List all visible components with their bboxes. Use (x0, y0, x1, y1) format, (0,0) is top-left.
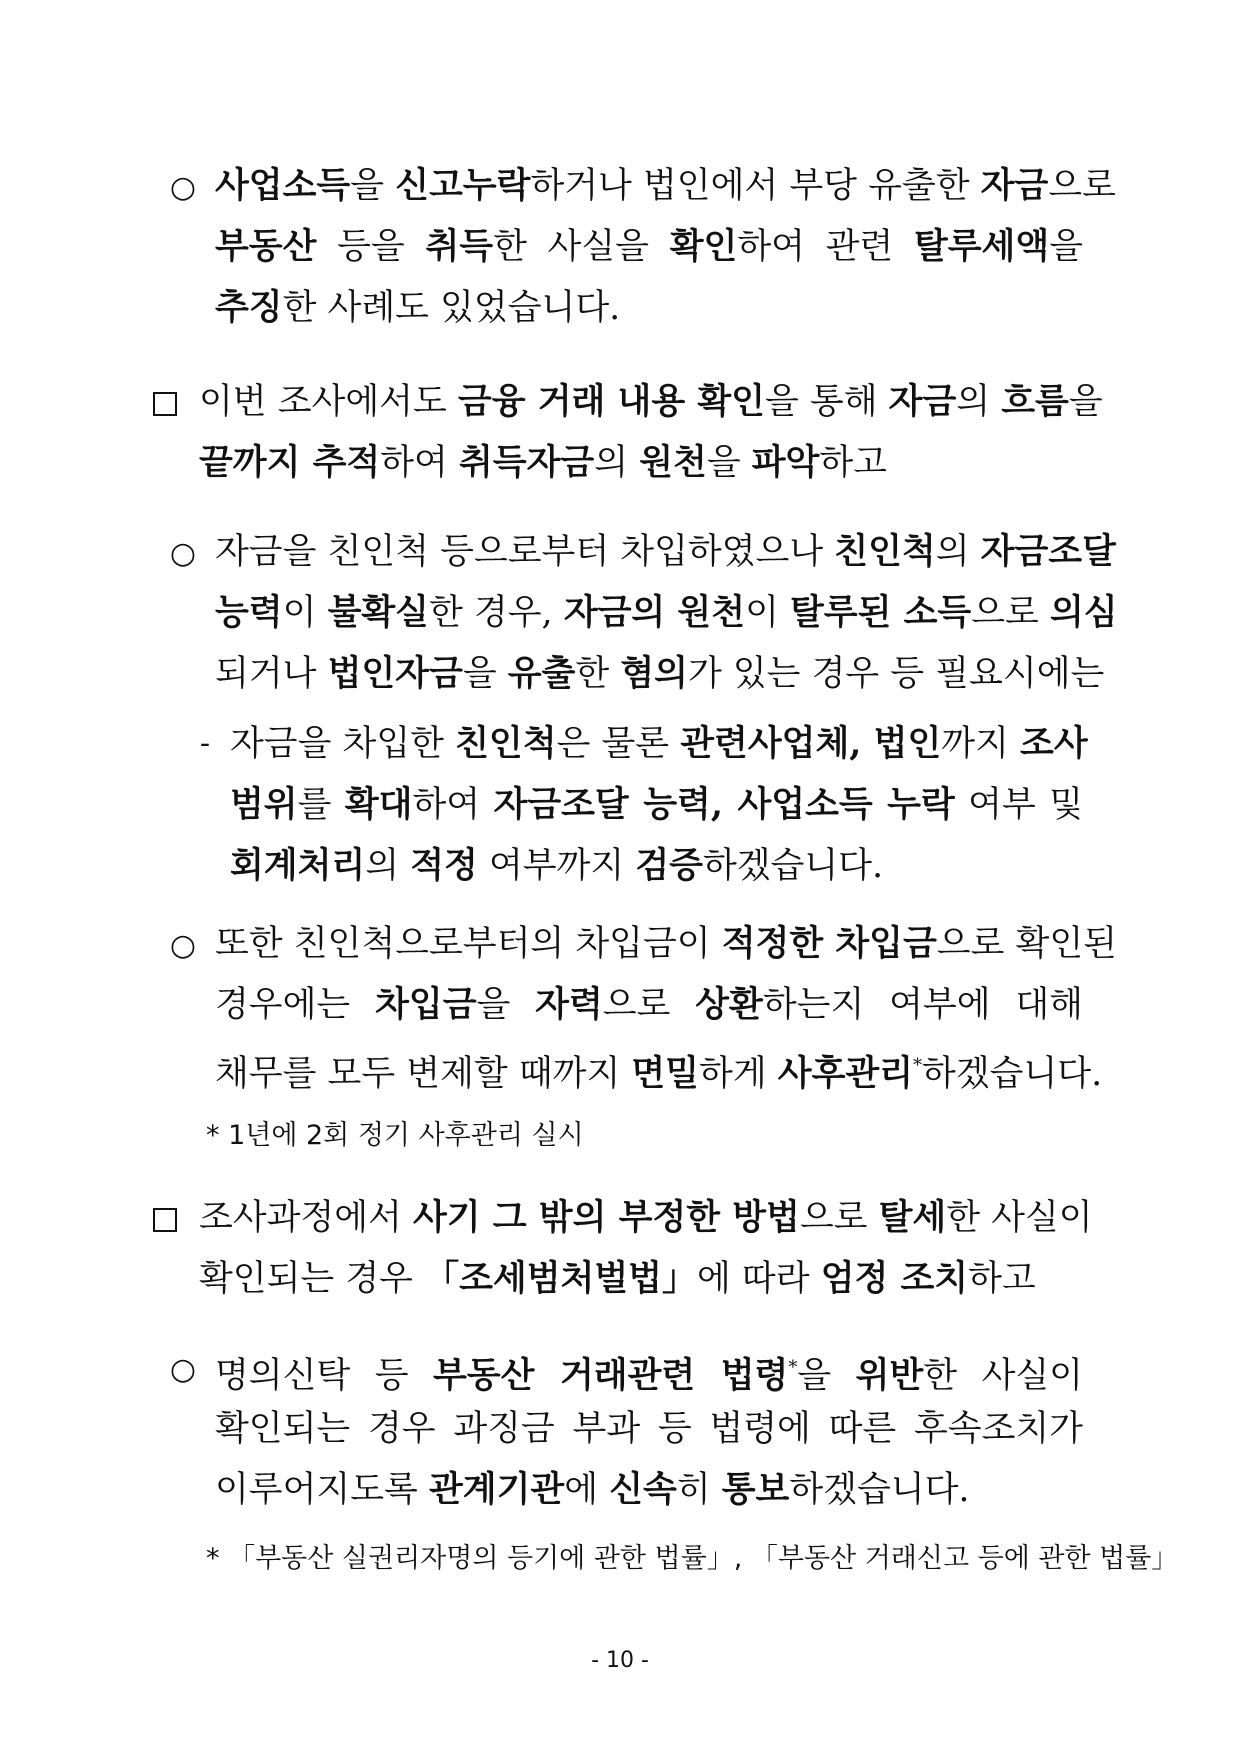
paragraph-line: 자금을 차입한 친인척은 물론 관련사업체, 법인까지 조사 (230, 723, 1088, 764)
dash-bullet: - (199, 726, 211, 761)
paragraph-line: 범위를 확대하여 자금조달 능력, 사업소득 누락 여부 및 (230, 784, 1084, 825)
paragraph-line: 회계처리의 적정 여부까지 검증하겠습니다. (230, 845, 884, 886)
page-number: - 10 - (591, 1648, 649, 1673)
paragraph-line: 조사과정에서 사기 그 밖의 부정한 방법으로 탈세한 사실이 (199, 1197, 1093, 1238)
paragraph-line: 능력이 불확실한 경우, 자금의 원천이 탈루된 소득으로 의심 (215, 592, 1118, 633)
square-bullet-icon (153, 1208, 177, 1232)
paragraph-line: 끝까지 추적하여 취득자금의 원천을 파악하고 (199, 442, 887, 483)
paragraph-line: 자금을 친인척 등으로부터 차입하였으나 친인척의 자금조달 (215, 531, 1116, 572)
paragraph-line: 경우에는 차입금을 자력으로 상환하는지 여부에 대해 (215, 984, 1083, 1025)
paragraph-line: 사업소득을 신고누락하거나 법인에서 부당 유출한 자금으로 (215, 165, 1116, 206)
circle-bullet-icon: ○ (169, 1352, 197, 1387)
paragraph-line: 또한 친인척으로부터의 차입금이 적정한 차입금으로 확인된 (215, 923, 1117, 964)
circle-bullet-icon: ○ (169, 170, 197, 205)
paragraph-line: 명의신탁 등 부동산 거래관련 법령*을 위반한 사실이 (215, 1355, 1083, 1396)
footnote: * 「부동산 실권리자명의 등기에 관한 법률」, 「부동산 거래신고 등에 관한 법률」 (206, 1543, 1179, 1574)
paragraph-line: 이번 조사에서도 금융 거래 내용 확인을 통해 자금의 흐름을 (199, 381, 1103, 422)
paragraph-line: 부동산 등을 취득한 사실을 확인하여 관련 탈루세액을 (215, 226, 1083, 267)
paragraph-line: 확인되는 경우 「조세범처벌법」에 따라 엄정 조치하고 (199, 1258, 1036, 1299)
paragraph-line: 추징한 사례도 있었습니다. (215, 287, 621, 328)
paragraph-line: 확인되는 경우 과징금 부과 등 법령에 따른 후속조치가 (215, 1409, 1083, 1449)
footnote: * 1년에 2회 정기 사후관리 실시 (206, 1120, 584, 1151)
square-bullet-icon (153, 392, 177, 416)
paragraph-line: 이루어지도록 관계기관에 신속히 통보하겠습니다. (215, 1469, 970, 1510)
circle-bullet-icon: ○ (169, 536, 197, 571)
paragraph-line: 채무를 모두 변제할 때까지 면밀하게 사후관리*하겠습니다. (215, 1053, 1103, 1094)
paragraph-line: 되거나 법인자금을 유출한 혐의가 있는 경우 등 필요시에는 (215, 653, 1105, 694)
circle-bullet-icon: ○ (169, 928, 197, 963)
